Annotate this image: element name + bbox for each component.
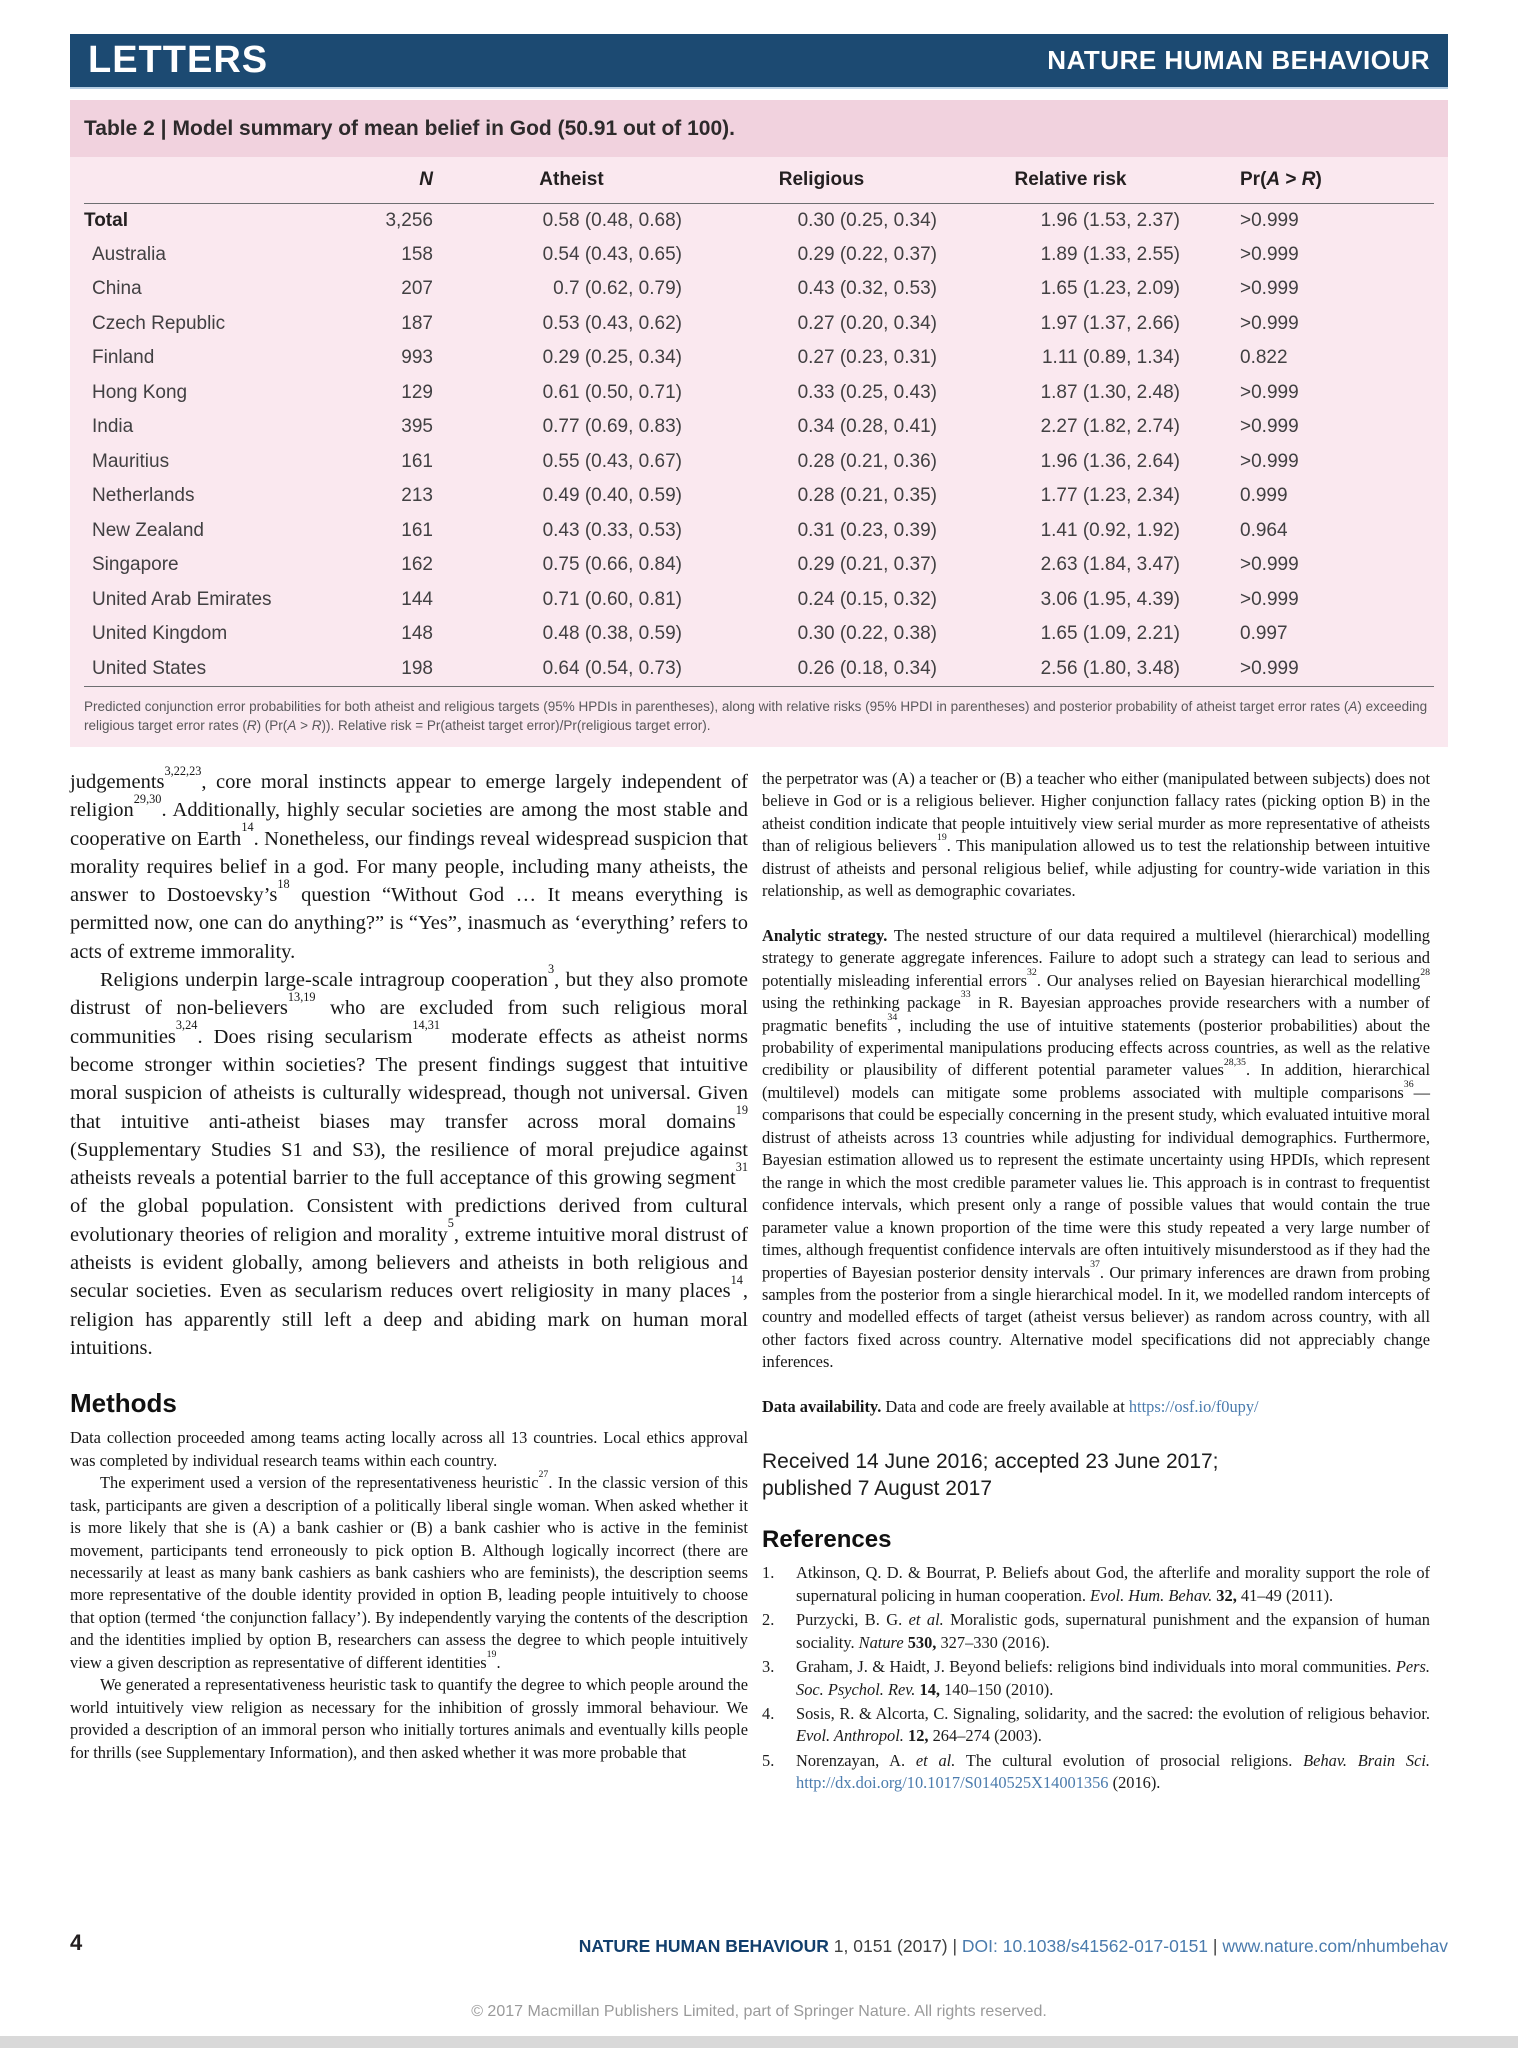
- country-cell: Mauritius: [92, 450, 170, 472]
- pr-cell: >0.999: [1240, 588, 1299, 610]
- atheist-cell: 0.53 (0.43, 0.62): [542, 312, 682, 334]
- table-header-row: [84, 157, 1434, 203]
- analytic-strategy-paragraph: Analytic strategy. The nested structure of our data required a multilevel (hierarchical) modelling strategy to generate aggregate inferences. Failure to adopt such a strategy can lead to serious and potentially misleading inferential errors$^{32}$. Our analyses relied on Bayesian hierarchical modelling$^{28}$ using the rethinking package$^{33}$ in R. Bayesian approaches provide researchers with a number of pragmatic benefits$^{34}$, including the use of intuitive statements (posterior probabilities) about the probability of experimental manipulations producing effects across countries, as well as the relative credibility or plausibility of different potential parameter values$^{28,35}$. In addition, hierarchical (multilevel) models can mitigate some problems associated with multiple comparisons$^{36}$—comparisons that could be especially concerning in the present study, which evaluated intuitive moral distrust of atheists across 13 countries while adjusting for individual demographics. Furthermore, Bayesian estimation allowed us to represent the estimate uncertainty using HPDIs, which represent the range in which the most credible parameter values lie. This approach is in contrast to frequentist confidence intervals, which present only a range of possible values that would contain the true parameter value a known proportion of the time were this study repeated a very large number of times, although frequentist confidence intervals are often intuitively misunderstood as if they had the properties of Bayesian posterior density intervals$^{37}$. Our primary inferences are drawn from probing samples from the posterior from a single hierarchical model. In it, we modelled random intercepts of country and modelled effects of target (atheist versus believer) as random across country, with all other factors fixed across country. Alternative model specifications did not appreciably change inferences.: [762, 925, 1431, 1372]
- table-row: [84, 238, 1434, 273]
- body-paragraph: judgements$^{3,22,23}$, core moral instincts appear to emerge largely independent of religion$^{29,30}$. Additionally, highly secular societies are among the most stable and cooperative on Earth$^{14}$. Nonetheless, our findings reveal widespread suspicion that morality requires belief in a god. For many people, including many atheists, the answer to $Dostoevsky’s^{18}$ question “Without God … It means everything is permitted now, one can do anything?” is “Yes”, inasmuch as ‘everything’ refers to acts of extreme immorality.: [70, 763, 749, 963]
- link[interactable]: http://dx.doi.org/10.1017/S0140525X14001356: [796, 1773, 1109, 1793]
- table-row: [84, 341, 1434, 376]
- link[interactable]: www.nature.com/nhumbehav: [1222, 1936, 1448, 1956]
- religious-cell: 0.34 (0.28, 0.41): [797, 416, 937, 438]
- table-title-prefix: Table 2 |: [84, 116, 167, 140]
- atheist-cell: 0.71 (0.60, 0.81): [542, 588, 682, 610]
- atheist-cell: 0.58 (0.48, 0.68): [542, 209, 682, 231]
- published-line: published 7 August 2017: [762, 1477, 993, 1501]
- model-summary-table: [84, 157, 1434, 687]
- pr-cell: >0.999: [1240, 278, 1299, 300]
- table-row: [84, 203, 1434, 238]
- journal-name-label: NATURE HUMAN BEHAVIOUR: [1047, 45, 1430, 75]
- religious-cell: 0.28 (0.21, 0.35): [797, 485, 937, 507]
- table-row: [84, 583, 1434, 618]
- pr-cell: 0.964: [1240, 519, 1288, 541]
- pr-cell: >0.999: [1192, 652, 1434, 687]
- column-header-empty: [84, 157, 334, 203]
- table-row: [84, 410, 1434, 445]
- reference-item: [762, 1656, 1430, 1701]
- reference-text: Graham, J. & Haidt, J. Beyond beliefs: religions bind individuals into moral communities. Pers. Soc. Psychol. Rev. 14, 140–150 (2010).: [796, 1657, 1430, 1699]
- relative-risk-cell: 1.77 (1.23, 2.34): [1040, 485, 1180, 507]
- relative-risk-cell: 2.56 (1.80, 3.48): [949, 652, 1192, 687]
- country-cell: China: [92, 278, 142, 300]
- relative-risk-cell: 1.11 (0.89, 1.34): [1041, 347, 1180, 369]
- religious-cell: 0.31 (0.23, 0.39): [797, 519, 937, 541]
- methods-paragraph: We generated a representativeness heuristic task to quantify the degree to which people around the world intuitively view religion as necessary for the inhibition of grossly immoral behaviour. We provided a description of an immoral person who initially tortures animals and eventually kills people for thrills (see Supplementary Information), and then asked whether it was more probable that: [70, 1675, 748, 1762]
- reference-text: Sosis, R. & Alcorta, C. Signaling, solidarity, and the sacred: the evolution of religious behavior. Evol. Anthropol. 12, 264–274 (2003).: [796, 1703, 1430, 1746]
- relative-risk-cell: 2.27 (1.82, 2.74): [1040, 416, 1180, 438]
- received-dates: [762, 1448, 1430, 1502]
- country-cell: Singapore: [92, 554, 179, 576]
- country-cell: Netherlands: [92, 485, 195, 507]
- pr-cell: >0.999: [1240, 312, 1299, 334]
- n-cell: 3,256: [385, 209, 433, 231]
- atheist-cell: 0.77 (0.69, 0.83): [542, 416, 682, 438]
- atheist-cell: 0.49 (0.40, 0.59): [542, 485, 682, 507]
- relative-risk-cell: 1.87 (1.30, 2.48): [1040, 381, 1180, 403]
- column-header-pr: Pr(A > R): [1192, 157, 1434, 203]
- link[interactable]: https://osf.io/f0upy/: [1128, 1396, 1259, 1416]
- reference-number: 4.: [762, 1703, 775, 1723]
- pr-cell: >0.999: [1240, 416, 1299, 438]
- table-row: [84, 514, 1434, 549]
- country-cell: Total: [84, 209, 128, 231]
- relative-risk-cell: 1.65 (1.09, 2.21): [1040, 623, 1180, 645]
- religious-cell: 0.27 (0.23, 0.31): [797, 347, 937, 369]
- relative-risk-cell: 1.96 (1.36, 2.64): [1040, 450, 1180, 472]
- relative-risk-cell: 1.89 (1.33, 2.55): [1040, 243, 1180, 265]
- religious-cell: 0.30 (0.25, 0.34): [797, 209, 937, 231]
- table-row: [84, 617, 1434, 652]
- reference-number: 5.: [762, 1750, 775, 1770]
- n-cell: 148: [401, 623, 433, 645]
- data-availability-paragraph: Data availability. Data and code are freely available at https://osf.io/f0upy/: [762, 1396, 1259, 1416]
- column-header-n: N: [334, 157, 449, 203]
- pr-cell: >0.999: [1240, 209, 1299, 231]
- reference-item: [762, 1703, 1430, 1748]
- n-cell: 162: [401, 554, 433, 576]
- country-cell: Australia: [92, 243, 166, 265]
- relative-risk-cell: 2.63 (1.84, 3.47): [1040, 554, 1180, 576]
- pr-cell: >0.999: [1240, 554, 1299, 576]
- country-cell: Czech Republic: [92, 312, 226, 334]
- bottom-gray-bar: [0, 2036, 1518, 2048]
- reference-item: [762, 1609, 1430, 1654]
- n-cell: 993: [401, 347, 433, 369]
- religious-cell: 0.29 (0.22, 0.37): [797, 243, 937, 265]
- table-row: [84, 376, 1434, 411]
- relative-risk-cell: 3.06 (1.95, 4.39): [1040, 588, 1180, 610]
- table-title-text: Model summary of mean belief in God (50.91 out of 100).: [172, 116, 735, 140]
- n-cell: 161: [401, 450, 433, 472]
- relative-risk-cell: 1.97 (1.37, 2.66): [1040, 312, 1180, 334]
- methods-paragraph: the perpetrator was (A) a teacher or (B) a teacher who either (manipulated between subjects) does not believe in God or is a religious believer. Higher conjunction fallacy rates (picking option B) in the atheist condition indicate that people intuitively view serial murder as more representative of atheists than of religious believers$^{19}$. This manipulation allowed us to test the relationship between intuitive distrust of atheists and personal religious belief, while adjusting for country-wide variation in this relationship, as well as demographic covariates.: [762, 769, 1430, 901]
- n-cell: 144: [401, 588, 433, 610]
- table-footnote: Predicted conjunction error probabilities for both atheist and religious targets (95% HPDIs in parentheses), along with relative risks (95% HPDI in parentheses) and posterior probability of atheist target error rates (A) exceeding religious target error rates (R) (Pr(A > R)). Relative risk = Pr(atheist target error)/Pr(religious target error).: [84, 698, 1428, 733]
- reference-text: Norenzayan, A. et al. The cultural evolution of prosocial religions. Behav. Brain Sci. http://dx.doi.org/10.1017/S0140525X14001356 (2016).: [796, 1750, 1431, 1793]
- atheist-cell: 0.55 (0.43, 0.67): [542, 450, 682, 472]
- country-cell: New Zealand: [92, 519, 204, 541]
- page-header-banner: [70, 34, 1448, 89]
- letters-section-label: LETTERS: [88, 39, 269, 81]
- body-paragraph: Religions underpin large-scale intragroup cooperation$^3$, but they also promote distrust of non-believers$^{13,19}$ who are excluded from such religious moral communities$^{3,24}$. Does rising secularism$^{14,31}$ moderate effects as atheist norms become stronger within societies? The present findings suggest that intuitive moral suspicion of atheists is culturally widespread, though not universal. Given that intuitive anti-atheist biases may transfer across moral domains$^{19}$ (Supplementary Studies S1 and S3), the resilience of moral prejudice against atheists reveals a potential barrier to the full acceptance of this growing segment$^{31}$ of the global population. Consistent with predictions derived from cultural evolutionary theories of religion and morality$^5$, extreme intuitive moral distrust of atheists is evident globally, among believers and atheists in both religious and secular societies. Even as secularism reduces overt religiosity in many places$^{14}$, religion has apparently still left a deep and abiding mark on human moral intuitions.: [70, 961, 749, 1359]
- methods-paragraph: Data collection proceeded among teams acting locally across all 13 countries. Local ethics approval was completed by individual research teams within each country.: [70, 1428, 748, 1470]
- relative-risk-cell: 1.41 (0.92, 1.92): [1040, 519, 1180, 541]
- table-row: [84, 652, 1434, 687]
- right-column: [762, 768, 1430, 1795]
- link[interactable]: DOI: 10.1038/s41562-017-0151: [961, 1936, 1209, 1956]
- n-cell: 187: [401, 312, 433, 334]
- country-cell: Hong Kong: [92, 381, 188, 403]
- country-cell: India: [92, 416, 134, 438]
- n-cell: 198: [334, 652, 449, 687]
- atheist-cell: 0.54 (0.43, 0.65): [542, 243, 682, 265]
- religious-cell: 0.29 (0.21, 0.37): [797, 554, 937, 576]
- received-line: Received 14 June 2016; accepted 23 June 2017;: [762, 1450, 1219, 1474]
- pr-cell: 0.999: [1240, 485, 1288, 507]
- reference-number: 3.: [762, 1657, 775, 1677]
- table-row: [84, 272, 1434, 307]
- atheist-cell: 0.43 (0.33, 0.53): [542, 519, 682, 541]
- reference-text: Atkinson, Q. D. & Bourrat, P. Beliefs about God, the afterlife and morality support the role of supernatural policing in human cooperation. Evol. Hum. Behav. 32, 41–49 (2011).: [796, 1563, 1430, 1605]
- relative-risk-cell: 1.96 (1.53, 2.37): [1040, 209, 1180, 231]
- pr-cell: 0.997: [1240, 623, 1288, 645]
- table-2-block: [70, 100, 1448, 747]
- column-header-atheist: Atheist: [449, 157, 694, 203]
- references-heading: References: [762, 1526, 892, 1554]
- n-cell: 213: [401, 485, 433, 507]
- table-body: [70, 157, 1448, 747]
- methods-heading: Methods: [70, 1388, 177, 1419]
- atheist-cell: 0.61 (0.50, 0.71): [542, 381, 682, 403]
- country-cell: United States: [84, 652, 334, 687]
- pr-cell: >0.999: [1240, 450, 1299, 472]
- n-cell: 158: [401, 243, 433, 265]
- n-cell: 161: [401, 519, 433, 541]
- atheist-cell: 0.7 (0.62, 0.79): [553, 278, 682, 300]
- reference-item: [762, 1562, 1430, 1607]
- pr-cell: 0.822: [1240, 347, 1288, 369]
- reference-number: 2.: [762, 1610, 775, 1630]
- reference-item: [762, 1750, 1430, 1795]
- n-cell: 395: [401, 416, 433, 438]
- reference-number: 1.: [762, 1563, 775, 1583]
- pr-cell: >0.999: [1240, 243, 1299, 265]
- atheist-cell: 0.29 (0.25, 0.34): [542, 347, 682, 369]
- religious-cell: 0.43 (0.32, 0.53): [797, 278, 937, 300]
- atheist-cell: 0.64 (0.54, 0.73): [449, 652, 694, 687]
- copyright-notice: © 2017 Macmillan Publishers Limited, part of Springer Nature. All rights reserved.: [471, 2003, 1047, 2020]
- religious-cell: 0.28 (0.21, 0.36): [797, 450, 937, 472]
- table-row: [84, 548, 1434, 583]
- left-column: [70, 763, 749, 1764]
- atheist-cell: 0.75 (0.66, 0.84): [542, 554, 682, 576]
- references-list: [762, 1562, 1430, 1795]
- n-cell: 129: [401, 381, 433, 403]
- atheist-cell: 0.48 (0.38, 0.59): [542, 623, 682, 645]
- pr-cell: >0.999: [1240, 381, 1299, 403]
- column-header-relative-risk: Relative risk: [949, 157, 1192, 203]
- table-row: [84, 479, 1434, 514]
- religious-cell: 0.30 (0.22, 0.38): [797, 623, 937, 645]
- religious-cell: 0.27 (0.20, 0.34): [797, 312, 937, 334]
- n-cell: 207: [401, 278, 433, 300]
- religious-cell: 0.33 (0.25, 0.43): [797, 381, 937, 403]
- relative-risk-cell: 1.65 (1.23, 2.09): [1040, 278, 1180, 300]
- table-title: [70, 100, 1448, 157]
- country-cell: United Arab Emirates: [92, 588, 272, 610]
- footer-citation-line: NATURE HUMAN BEHAVIOUR 1, 0151 (2017) | DOI: 10.1038/s41562-017-0151 | www.nature.com/nhumbehav: [578, 1936, 1448, 1956]
- column-header-religious: Religious: [694, 157, 949, 203]
- methods-paragraph: The experiment used a version of the representativeness heuristic$^{27}$. In the classic version of this task, participants are given a description of a politically liberal single woman. When asked whether it is more likely that she is (A) a bank cashier or (B) a bank cashier who is active in the feminist movement, participants tend erroneously to pick option B. Although logically incorrect (there are necessarily at least as many bank cashiers as bank cashiers who are feminists), the description seems more representative of the double identity provided in option B, leading people intuitively to choose that option (termed ‘the conjunction fallacy’). By independently varying the contents of the description and the identities implied by option B, researchers can assess the degree to which people intuitively view a given description as representative of different identities$^{19}$.: [70, 1469, 748, 1672]
- table-row: [84, 307, 1434, 342]
- religious-cell: 0.24 (0.15, 0.32): [797, 588, 937, 610]
- religious-cell: 0.26 (0.18, 0.34): [694, 652, 949, 687]
- reference-text: Purzycki, B. G. et al. Moralistic gods, supernatural punishment and the expansion of human sociality. Nature 530, 327–330 (2016).: [796, 1610, 1430, 1652]
- page-number: 4: [70, 1930, 83, 1955]
- country-cell: United Kingdom: [92, 623, 228, 645]
- table-row: [84, 445, 1434, 480]
- country-cell: Finland: [92, 347, 155, 369]
